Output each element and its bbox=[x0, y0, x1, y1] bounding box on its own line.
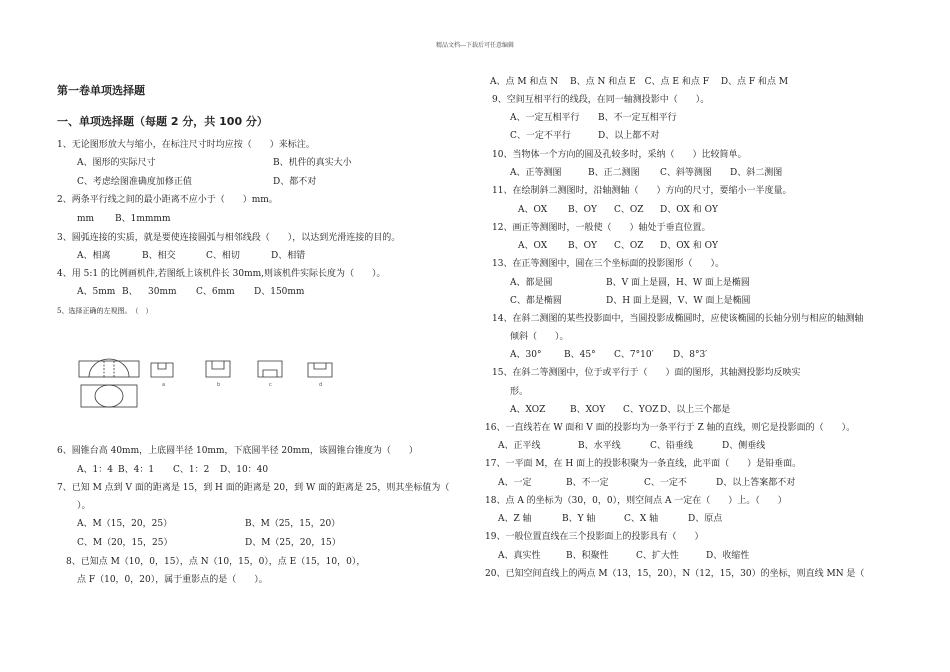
question-text: 11、在绘制斜二测图时，沿轴测轴（ ）方向的尺寸，要缩小一半度量。 bbox=[492, 186, 792, 196]
option: D、以上答案都不对 bbox=[716, 478, 796, 488]
front-view-arc bbox=[89, 359, 129, 377]
option: B、OY bbox=[568, 205, 597, 215]
section-heading: 一、单项选择题（每题 2 分，共 100 分） bbox=[57, 115, 268, 128]
option: D、收缩性 bbox=[706, 551, 750, 561]
option: B、积聚性 bbox=[566, 551, 609, 561]
option: C、M（20，15，25） bbox=[77, 538, 173, 548]
option-a-view bbox=[151, 363, 173, 377]
question-text: 4、用 5:1 的比例画机件,若图纸上该机件长 30mm,则该机件实际长度为（ ）。 bbox=[57, 269, 386, 279]
option: A、Z 轴 bbox=[498, 514, 532, 524]
option: A、点 M 和点 N B、点 N 和点 E C、点 E 和点 F D、点 F 和点 M bbox=[490, 77, 789, 87]
option: A、一定 bbox=[498, 478, 532, 488]
page-header: 精品文档---下载后可任意编辑 bbox=[435, 42, 515, 49]
option: C、OZ bbox=[614, 205, 644, 215]
question-text: 8、已知点 M（10，0，15），点 N（10，15，0），点 E（15，10，0）， bbox=[66, 557, 366, 567]
option: D、H 面上是圆，V、W 面上是椭圆 bbox=[606, 296, 751, 306]
question-text: 点 F（10，0，20），属于重影点的是（ ）。 bbox=[77, 575, 268, 585]
option: 30mm bbox=[148, 287, 177, 297]
option: B、Y 轴 bbox=[562, 514, 596, 524]
question-text: 13、在正等测图中，圆在三个坐标面的投影图形（ ）。 bbox=[492, 259, 724, 269]
option: D、原点 bbox=[688, 514, 723, 524]
option: C、扩大性 bbox=[636, 551, 679, 561]
option: C、斜等测图 bbox=[660, 168, 712, 178]
front-view bbox=[79, 361, 139, 377]
option: C、一定不 bbox=[644, 478, 687, 488]
option: D、相错 bbox=[271, 251, 306, 261]
option: D、M（25，20，15） bbox=[245, 538, 341, 548]
option: B、 bbox=[122, 287, 138, 297]
question-text: 形。 bbox=[510, 387, 529, 397]
option: C、铅垂线 bbox=[650, 441, 693, 451]
view-options-figure bbox=[76, 348, 346, 413]
question-text: 18、点 A 的坐标为（30，0，0），则空间点 A 一定在（ ）上。（ ） bbox=[485, 496, 787, 506]
question-text: 15、在斜二等测图中，位于或平行于（ ）面的图形，其轴测投影均反映实 bbox=[492, 368, 801, 378]
question-text: 12、画正等测图时，一般使（ ）轴处于垂直位置。 bbox=[492, 223, 711, 233]
option: D、以上都不对 bbox=[598, 131, 660, 141]
option: A、5mm bbox=[77, 287, 116, 297]
option: C、YOZ bbox=[623, 405, 659, 415]
option: D、以上三个都是 bbox=[660, 405, 731, 415]
option: A、1：4 bbox=[77, 465, 113, 475]
option: D、10：40 bbox=[220, 465, 269, 475]
option: D、OX 和 OY bbox=[660, 241, 718, 251]
option: D、8°3′ bbox=[673, 350, 708, 360]
option: C、都是椭圆 bbox=[510, 296, 562, 306]
option-b-view bbox=[206, 361, 230, 377]
option: B、XOY bbox=[570, 405, 606, 415]
option: D、都不对 bbox=[273, 177, 317, 187]
option: B、45° bbox=[564, 350, 596, 360]
question-text: 1、无论图形放大与缩小，在标注尺寸时均应按（ ）来标注。 bbox=[57, 140, 315, 150]
option: B、机件的真实大小 bbox=[273, 158, 352, 168]
question-text: 5、选择正确的左视图。 （ ） bbox=[57, 307, 153, 315]
option: B、4：1 bbox=[118, 465, 155, 475]
option-label: a bbox=[162, 382, 166, 388]
option: C、相切 bbox=[206, 251, 240, 261]
option: B、相交 bbox=[142, 251, 176, 261]
question-text: 14、在斜二测图的某些投影面中，当圆投影成椭圆时，应使该椭圆的长轴分别与相应的轴测轴 bbox=[492, 314, 864, 324]
option: B、V 面上是圆，H、W 面上是椭圆 bbox=[606, 278, 750, 288]
option: D、OX 和 OY bbox=[660, 205, 718, 215]
option-label: b bbox=[217, 382, 221, 388]
question-text: ）。 bbox=[77, 501, 91, 511]
paper-title: 第一卷单项选择题 bbox=[57, 84, 145, 97]
option-d-view bbox=[308, 363, 332, 377]
question-text: 7、已知 M 点到 V 面的距离是 15，到 H 面的距离是 20，到 W 面的距离是 25，则其坐标值为（ bbox=[57, 483, 450, 493]
option: C、一定不平行 bbox=[510, 131, 571, 141]
top-view-circle bbox=[95, 385, 123, 407]
option: D、侧垂线 bbox=[722, 441, 766, 451]
question-text: 17、一平面 M，在 H 面上的投影积聚为一条直线，此平面（ ）是铅垂面。 bbox=[485, 459, 802, 469]
option-label: c bbox=[269, 382, 272, 388]
question-text: 3、圆弧连接的实质，就是要使连接圆弧与相邻线段（ ），以达到光滑连接的目的。 bbox=[57, 233, 401, 243]
option: C、6mm bbox=[196, 287, 235, 297]
option: C、考虑绘图准确度加修正值 bbox=[77, 177, 192, 187]
option: B、OY bbox=[568, 241, 597, 251]
question-text: 10、当物体一个方向的圆及孔较多时，采纳（ ）比较简单。 bbox=[492, 150, 747, 160]
option: C、X 轴 bbox=[624, 514, 659, 524]
option: A、都是圆 bbox=[510, 278, 553, 288]
option: B、不一定 bbox=[566, 478, 609, 488]
option: mm bbox=[77, 214, 95, 224]
option: A、正等测图 bbox=[510, 168, 562, 178]
option: B、1mmmm bbox=[115, 214, 171, 224]
option: B、不一定互相平行 bbox=[598, 113, 677, 123]
question-text: 19、一般位置直线在三个投影面上的投影具有（ ） bbox=[485, 532, 704, 542]
option: C、OZ bbox=[614, 241, 644, 251]
option-label: d bbox=[319, 382, 323, 388]
option: B、M（25，15，20） bbox=[245, 519, 341, 529]
question-text: 倾斜（ ）。 bbox=[510, 332, 569, 342]
option: B、正二测图 bbox=[588, 168, 640, 178]
question-text: 20、已知空间直线上的两点 M（13，15，20），N（12，15，30）的坐标，则直线 MN 是（ bbox=[485, 569, 865, 579]
option: A、XOZ bbox=[510, 405, 546, 415]
option: C、7°10′ bbox=[614, 350, 654, 360]
option: A、真实性 bbox=[498, 551, 541, 561]
option: C、1：2 bbox=[173, 465, 210, 475]
option: A、M（15，20，25） bbox=[77, 519, 173, 529]
option: A、图形的实际尺寸 bbox=[77, 158, 156, 168]
question-text: 9、空间互相平行的线段，在同一轴测投影中（ ）。 bbox=[492, 95, 710, 105]
option: A、OX bbox=[518, 205, 548, 215]
question-text: 16、一直线若在 W 面和 V 面的投影均为一条平行于 Z 轴的直线，则它是投影面的（ ）。 bbox=[485, 423, 856, 433]
option-c-view bbox=[258, 361, 282, 377]
option: D、150mm bbox=[254, 287, 305, 297]
option: A、30° bbox=[510, 350, 542, 360]
option: A、相离 bbox=[77, 251, 111, 261]
option: D、斜二测图 bbox=[730, 168, 783, 178]
question-text: 6、圆锥台高 40mm，上底圆半径 10mm，下底圆半径 20mm，该圆锥台锥度为（ ） bbox=[57, 446, 418, 456]
question-text: 2、两条平行线之间的最小距离不应小于（ ）mm。 bbox=[57, 195, 278, 205]
top-view bbox=[81, 385, 137, 407]
option: A、OX bbox=[518, 241, 548, 251]
option: A、正平线 bbox=[498, 441, 541, 451]
option: B、水平线 bbox=[578, 441, 621, 451]
option: A、一定互相平行 bbox=[510, 113, 580, 123]
